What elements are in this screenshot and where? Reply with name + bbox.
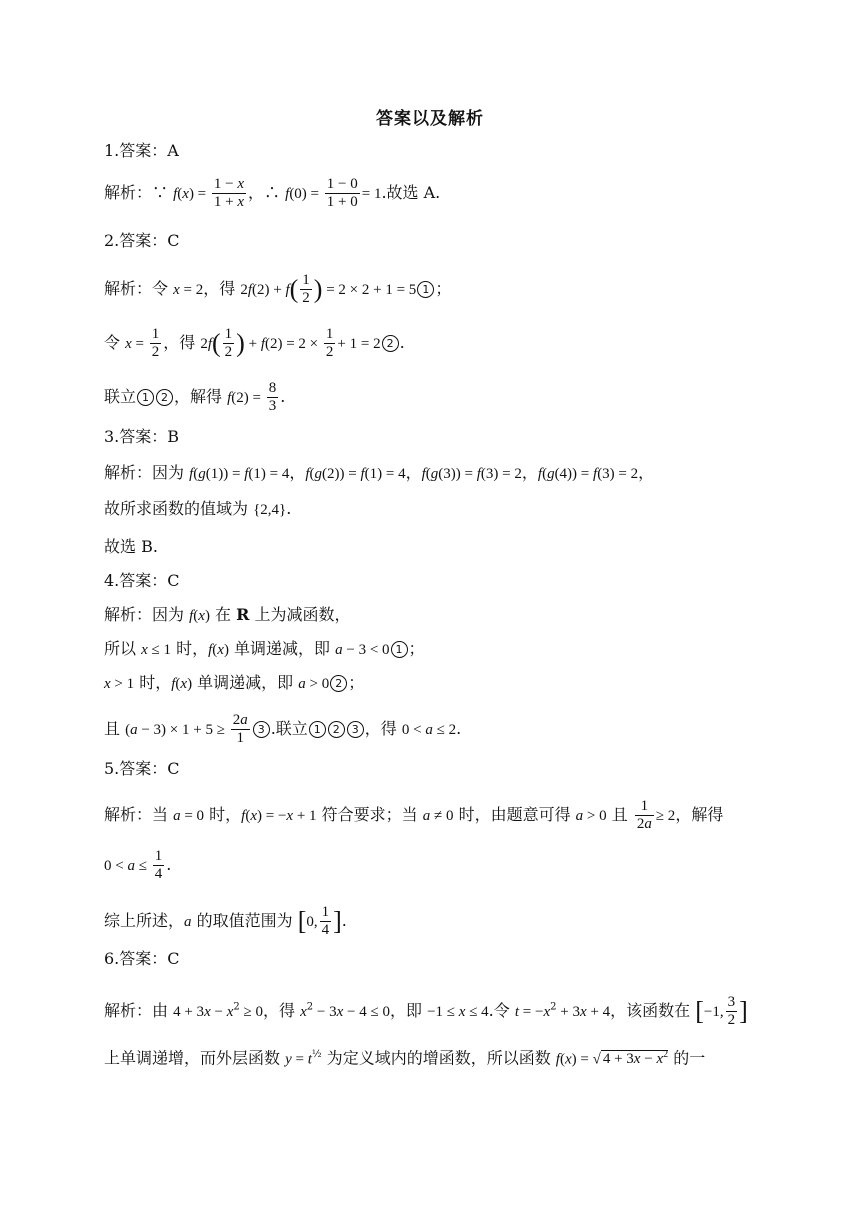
q3-answer: 3.答案：B — [104, 427, 180, 446]
q2-solution-line1: 解析：令 x = 2，得 2f(2) + f( $\frac{1}{2}$ ) = 2 × 2 + 1 = 5 1 ； — [104, 272, 452, 306]
q5-solution-line1: 解析：当 a = 0 时，f(x) = −x + 1 符合要求；当 a ≠ 0 时，由题意可得 a > 0 且 $\frac{1}{2a}$ ≥ 2，解得 — [104, 798, 724, 832]
q1-answer: 1.答案：A — [104, 141, 179, 160]
q4-answer: 4.答案：C — [104, 571, 180, 590]
q5-answer: 5.答案：C — [104, 759, 180, 778]
q4-solution-line4: 且 (a − 3) × 1 + 5 ≥ $\frac{2a}{1}$ 3 .联立 1 2 3 ，得 0 < a ≤ 2. — [104, 712, 462, 746]
q5-solution-line2: 0 < a ≤ $\frac{1}{4}$ . — [104, 848, 172, 882]
q4-solution-line1: 解析：因为 f(x) 在 R 上为减函数， — [104, 605, 351, 624]
q2-solution-line2: 令 x = $\frac{1}{2}$ ，得 2f( $\frac{1}{2}$ ) + f(2) = 2 × $\frac{1}{2}$ + 1 = 2 2 . — [104, 326, 405, 360]
q1-solution: 解析：∵ f(x) = $\frac{1 - x}{1 + x}$ ，∴ f(0) = $\frac{1 - 0}{1 + 0}$ = 1.故选 A. — [104, 176, 441, 210]
q2-answer: 2.答案：C — [104, 231, 180, 250]
q6-solution-line1: 解析：由 $4 + 3x - x^2 \ge 0$，得 $x^2 - 3x - 4 \le 0$，即 −1 ≤ x ≤ 4.令 $t = -x^2 + 3x + 4$，该函数在 [−1, $\frac{3}{2}$ ] — [104, 994, 748, 1028]
page-title: 答案以及解析 — [376, 109, 484, 129]
q4-solution-line3: x > 1 时，f(x) 单调递减，即 a > 0 2 ； — [104, 673, 365, 692]
q6-solution-line2: 上单调递增，而外层函数 $y = t^{\frac{1}{2}}$ 为定义域内的增函数，所以函数 f(x) = √ $4 + 3x - x^2$ 的一 — [104, 1048, 706, 1068]
q6-answer: 6.答案：C — [104, 949, 180, 968]
q4-solution-line2: 所以 x ≤ 1 时，f(x) 单调递减，即 a − 3 < 0 1 ； — [104, 639, 425, 658]
q3-solution-line3: 故选 B. — [104, 537, 158, 556]
q3-solution-line1: 解析：因为 f(g(1)) = f(1) = 4，f(g(2)) = f(1) = 4，f(g(3)) = f(3) = 2，f(g(4)) = f(3) = 2， — [104, 463, 655, 482]
q2-solution-line3: 联立 1 2 ，解得 f(2) = $\frac{8}{3}$ . — [104, 380, 286, 414]
q5-solution-line3: 综上所述，a 的取值范围为 [0, $\frac{1}{4}$ ]. — [104, 904, 347, 938]
q3-solution-line2: 故所求函数的值域为 {2,4}. — [104, 499, 292, 518]
